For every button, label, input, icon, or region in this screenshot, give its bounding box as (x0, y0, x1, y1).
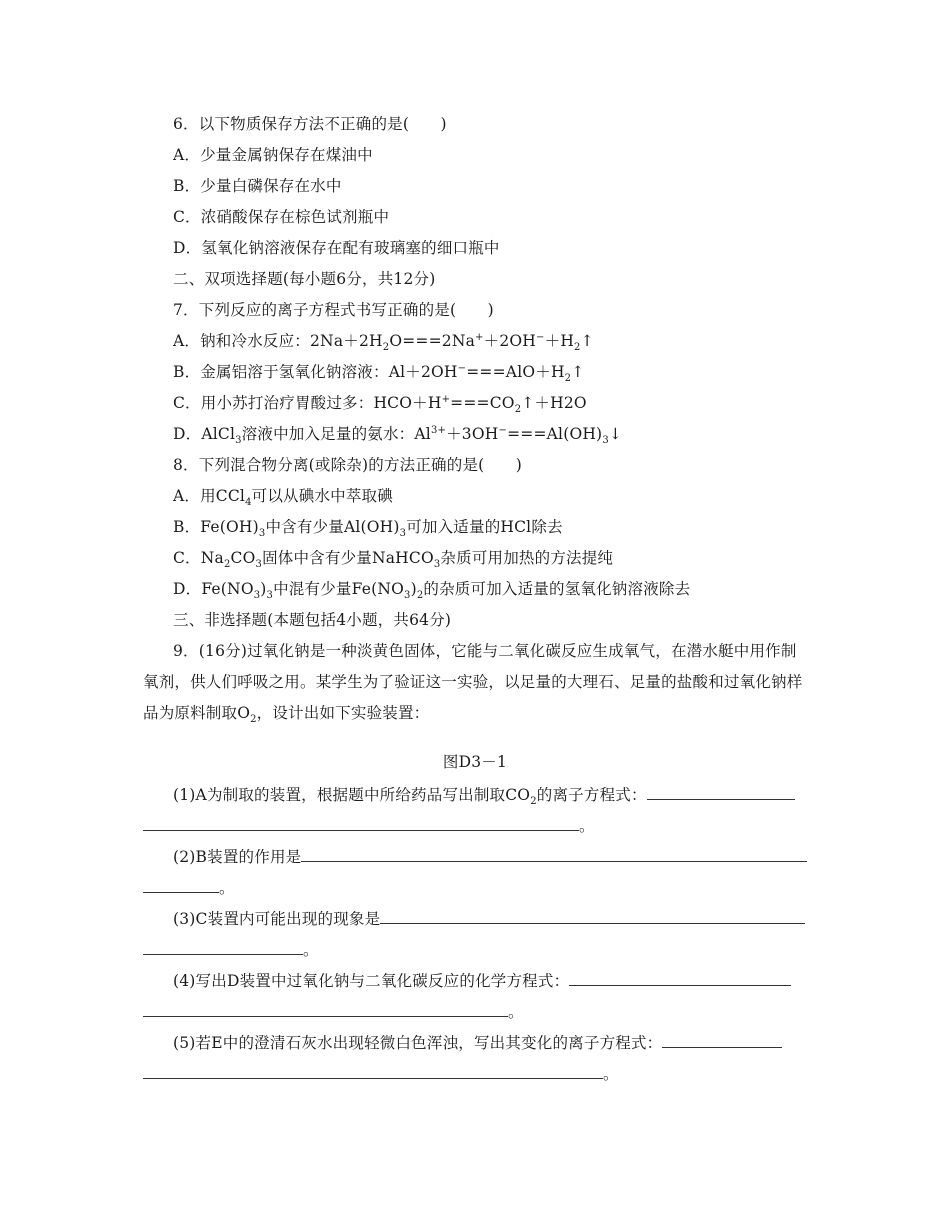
q9-part-4: (4)写出D装置中过氧化钠与二氧化碳反应的化学方程式： (173, 969, 791, 991)
answer-blank[interactable] (143, 938, 303, 955)
q7-stem: 7．下列反应的离子方程式书写正确的是( ) (173, 301, 494, 319)
q7-option-c: C．用小苏打治疗胃酸过多：$HCO+H^+===CO_2↑+H2O$ (173, 393, 587, 416)
answer-blank[interactable] (647, 783, 795, 800)
section-3-heading: 三、非选择题(本题包括4小题，共64分) (173, 611, 452, 629)
q8-option-b: B．$Fe(OH)_3$中含有少量$Al(OH)_3$可加入适量的HCl除去 (173, 518, 563, 540)
answer-blank[interactable] (662, 1031, 782, 1048)
q8-stem: 8．下列混合物分离(或除杂)的方法正确的是( ) (173, 456, 523, 474)
q9-part-3: (3)C装置内可能出现的现象是 (173, 907, 805, 929)
answer-blank[interactable] (301, 845, 807, 862)
q6-option-c: C．浓硝酸保存在棕色试剂瓶中 (173, 208, 390, 226)
answer-blank[interactable] (143, 876, 219, 893)
q9-part-2-cont: 。 (143, 876, 235, 898)
q6-stem: 6．以下物质保存方法不正确的是( ) (173, 115, 447, 133)
q8-option-d: D．$Fe(NO_3)_3$中混有少量$Fe(NO_3)_2$的杂质可加入适量的氢氧化钠溶液除去 (173, 580, 691, 602)
q9-part-4-cont: 。 (143, 1000, 524, 1022)
q7-option-a: A．钠和冷水反应：$2Na+2H_2O===2Na^++2OH^-+H_2↑$ (173, 331, 594, 354)
q9-part-5-cont: 。 (143, 1062, 619, 1084)
q6-option-b: B．少量白磷保存在水中 (173, 177, 342, 195)
q8-option-c: C．$Na_2CO_3$固体中含有少量NaHCO$_3$杂质可用加热的方法提纯 (173, 549, 614, 571)
answer-blank[interactable] (143, 814, 579, 831)
q9-part-1-cont: 。 (143, 814, 595, 836)
q9-part-2: (2)B装置的作用是 (173, 845, 807, 867)
q9-part-3-cont: 。 (143, 938, 319, 960)
answer-blank[interactable] (569, 969, 791, 986)
answer-blank[interactable] (143, 1062, 603, 1079)
q9-part-1: (1)A为制取的装置，根据题中所给药品写出制取$CO_2$的离子方程式： (173, 783, 795, 805)
figure-caption: 图D3－1 (442, 753, 508, 771)
q7-option-b: B．金属铝溶于氢氧化钠溶液：$Al+2OH^-===AlO+H_2↑$ (173, 362, 585, 385)
q7-option-d: D．AlCl$_3$溶液中加入足量的氨水：$Al^{3+}+3OH^-===Al(OH)_3↓$ (173, 424, 623, 447)
answer-blank[interactable] (143, 1000, 508, 1017)
q6-option-d: D．氢氧化钠溶液保存在配有玻璃塞的细口瓶中 (173, 239, 500, 257)
q9-part-5: (5)若E中的澄清石灰水出现轻微白色浑浊，写出其变化的离子方程式： (173, 1031, 782, 1053)
q6-option-a: A．少量金属钠保存在煤油中 (173, 146, 373, 164)
q9-intro: 9．(16分)过氧化钠是一种淡黄色固体，它能与二氧化碳反应生成氧气，在潜水艇中用作制氧剂，供人们呼吸之用。某学生为了验证这一实验，以足量的大理石、足量的盐酸和过氧化钠样品为原料制取$O_2$，设计出如下实验装置： (143, 642, 803, 726)
q8-option-a: A．用CCl$_4$可以从碘水中萃取碘 (173, 487, 393, 509)
answer-blank[interactable] (380, 907, 805, 924)
section-2-heading: 二、双项选择题(每小题6分，共12分) (173, 270, 436, 288)
